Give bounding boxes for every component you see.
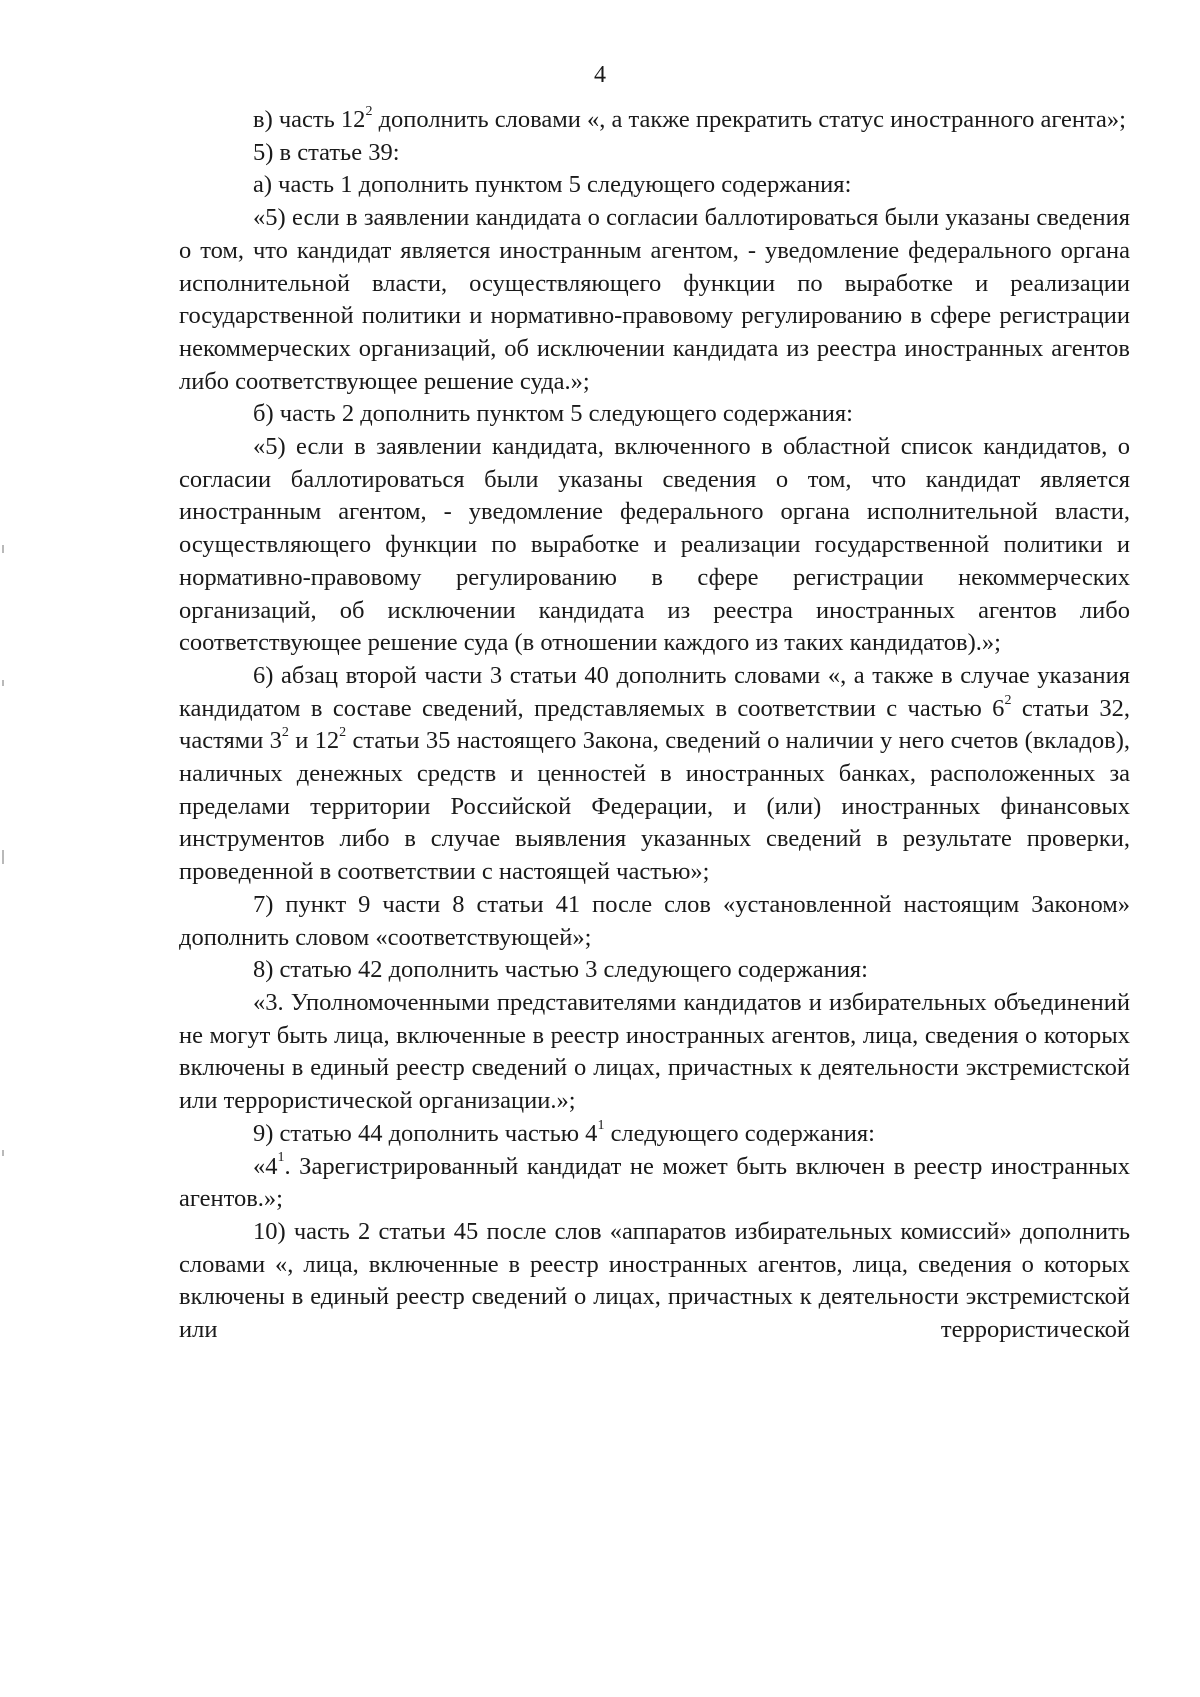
text-segment: статьи 32, частями 3 <box>179 694 1130 755</box>
text-segment: и 12 <box>288 727 340 755</box>
scan-mark <box>2 850 4 864</box>
scan-mark <box>2 1150 4 1156</box>
text-segment: следующего содержания: <box>604 1119 875 1147</box>
paragraph-a-part-1: а) часть 1 дополнить пунктом 5 следующего содержания: <box>253 171 852 199</box>
text-segment: «4 <box>253 1152 278 1180</box>
superscript: 2 <box>1004 692 1012 708</box>
paragraph-v-part-12-2 <box>179 104 1130 137</box>
scan-mark <box>2 680 4 686</box>
text-segment: 6) абзац второй части 3 статьи 40 дополнить словами «, а также в случае указания кандидатом в составе сведений, представляемых в соответствии с частью 6 <box>179 661 1130 722</box>
paragraph-quote-5-part-2: «5) если в заявлении кандидата, включенного в областной список кандидатов, о согласии баллотироваться были указаны сведения о том, что кандидат является иностранным агентом, - уведомление федерального органа исполнительной власти, осуществляющего функции по выработке и реализации государственной политики и нормативно-правовому регулированию в сфере регистрации некоммерческих организаций, об исключении кандидата из реестра иностранных агентов либо соответствующее решение суда (в отношении каждого из таких кандидатов).»; <box>179 433 1130 657</box>
superscript: 2 <box>281 725 289 741</box>
text-segment: . Зарегистрированный кандидат не может быть включен в реестр иностранных агентов.»; <box>179 1152 1130 1213</box>
paragraph-quote-4-1 <box>179 1151 1130 1216</box>
paragraph-quote-3-article-42: «3. Уполномоченными представителями кандидатов и избирательных объединений не могут быть лица, включенные в реестр иностранных агентов, лица, сведения о которых включены в единый реестр сведений о лицах, причастных к деятельности экстремистской или террористической организации.»; <box>179 988 1130 1115</box>
superscript: 2 <box>339 725 347 741</box>
superscript: 1 <box>597 1117 605 1133</box>
text-segment: 9) статью 44 дополнить частью 4 <box>253 1119 598 1147</box>
paragraph-item-9-article-44 <box>179 1118 1130 1151</box>
document-body <box>179 104 1130 1347</box>
page-number: 4 <box>594 62 606 88</box>
paragraph-item-10-article-45: 10) часть 2 статьи 45 после слов «аппаратов избирательных комиссий» дополнить словами «, лица, включенные в реестр иностранных агентов, лица, сведения о которых включены в единый реестр сведений о лицах, причастных к деятельности экстремистской или террористической <box>179 1217 1130 1344</box>
superscript: 1 <box>277 1150 285 1166</box>
text-segment: статьи 35 настоящего Закона, сведений о наличии у него счетов (вкладов), наличных денежных средств и ценностей в иностранных банках, расположенных за пределами территории Российской Федерации, и (или) иностранных финансовых инструментов либо в случае выявления указанных сведений в результате проверки, проведенной в соответствии с настоящей частью»; <box>179 727 1130 886</box>
paragraph-item-7-article-41: 7) пункт 9 части 8 статьи 41 после слов «установленной настоящим Законом» дополнить словом «соответствующей»; <box>179 890 1130 951</box>
paragraph-item-6-article-40 <box>179 660 1130 889</box>
superscript: 2 <box>365 103 373 119</box>
text-segment: дополнить словами «, а также прекратить статус иностранного агента»; <box>372 106 1126 133</box>
paragraph-item-5-article-39: 5) в статье 39: <box>253 138 400 166</box>
paragraph-b-part-2: б) часть 2 дополнить пунктом 5 следующего содержания: <box>253 400 853 428</box>
text-segment: в) часть 12 <box>253 106 366 133</box>
paragraph-item-8-article-42: 8) статью 42 дополнить частью 3 следующего содержания: <box>253 956 868 984</box>
paragraph-quote-5-part-1: «5) если в заявлении кандидата о согласии баллотироваться были указаны сведения о том, что кандидат является иностранным агентом, - уведомление федерального органа исполнительной власти, осуществляющего функции по выработке и реализации государственной политики и нормативно-правовому регулированию в сфере регистрации некоммерческих организаций, об исключении кандидата из реестра иностранных агентов либо соответствующее решение суда.»; <box>179 204 1130 395</box>
scan-mark <box>2 545 4 553</box>
